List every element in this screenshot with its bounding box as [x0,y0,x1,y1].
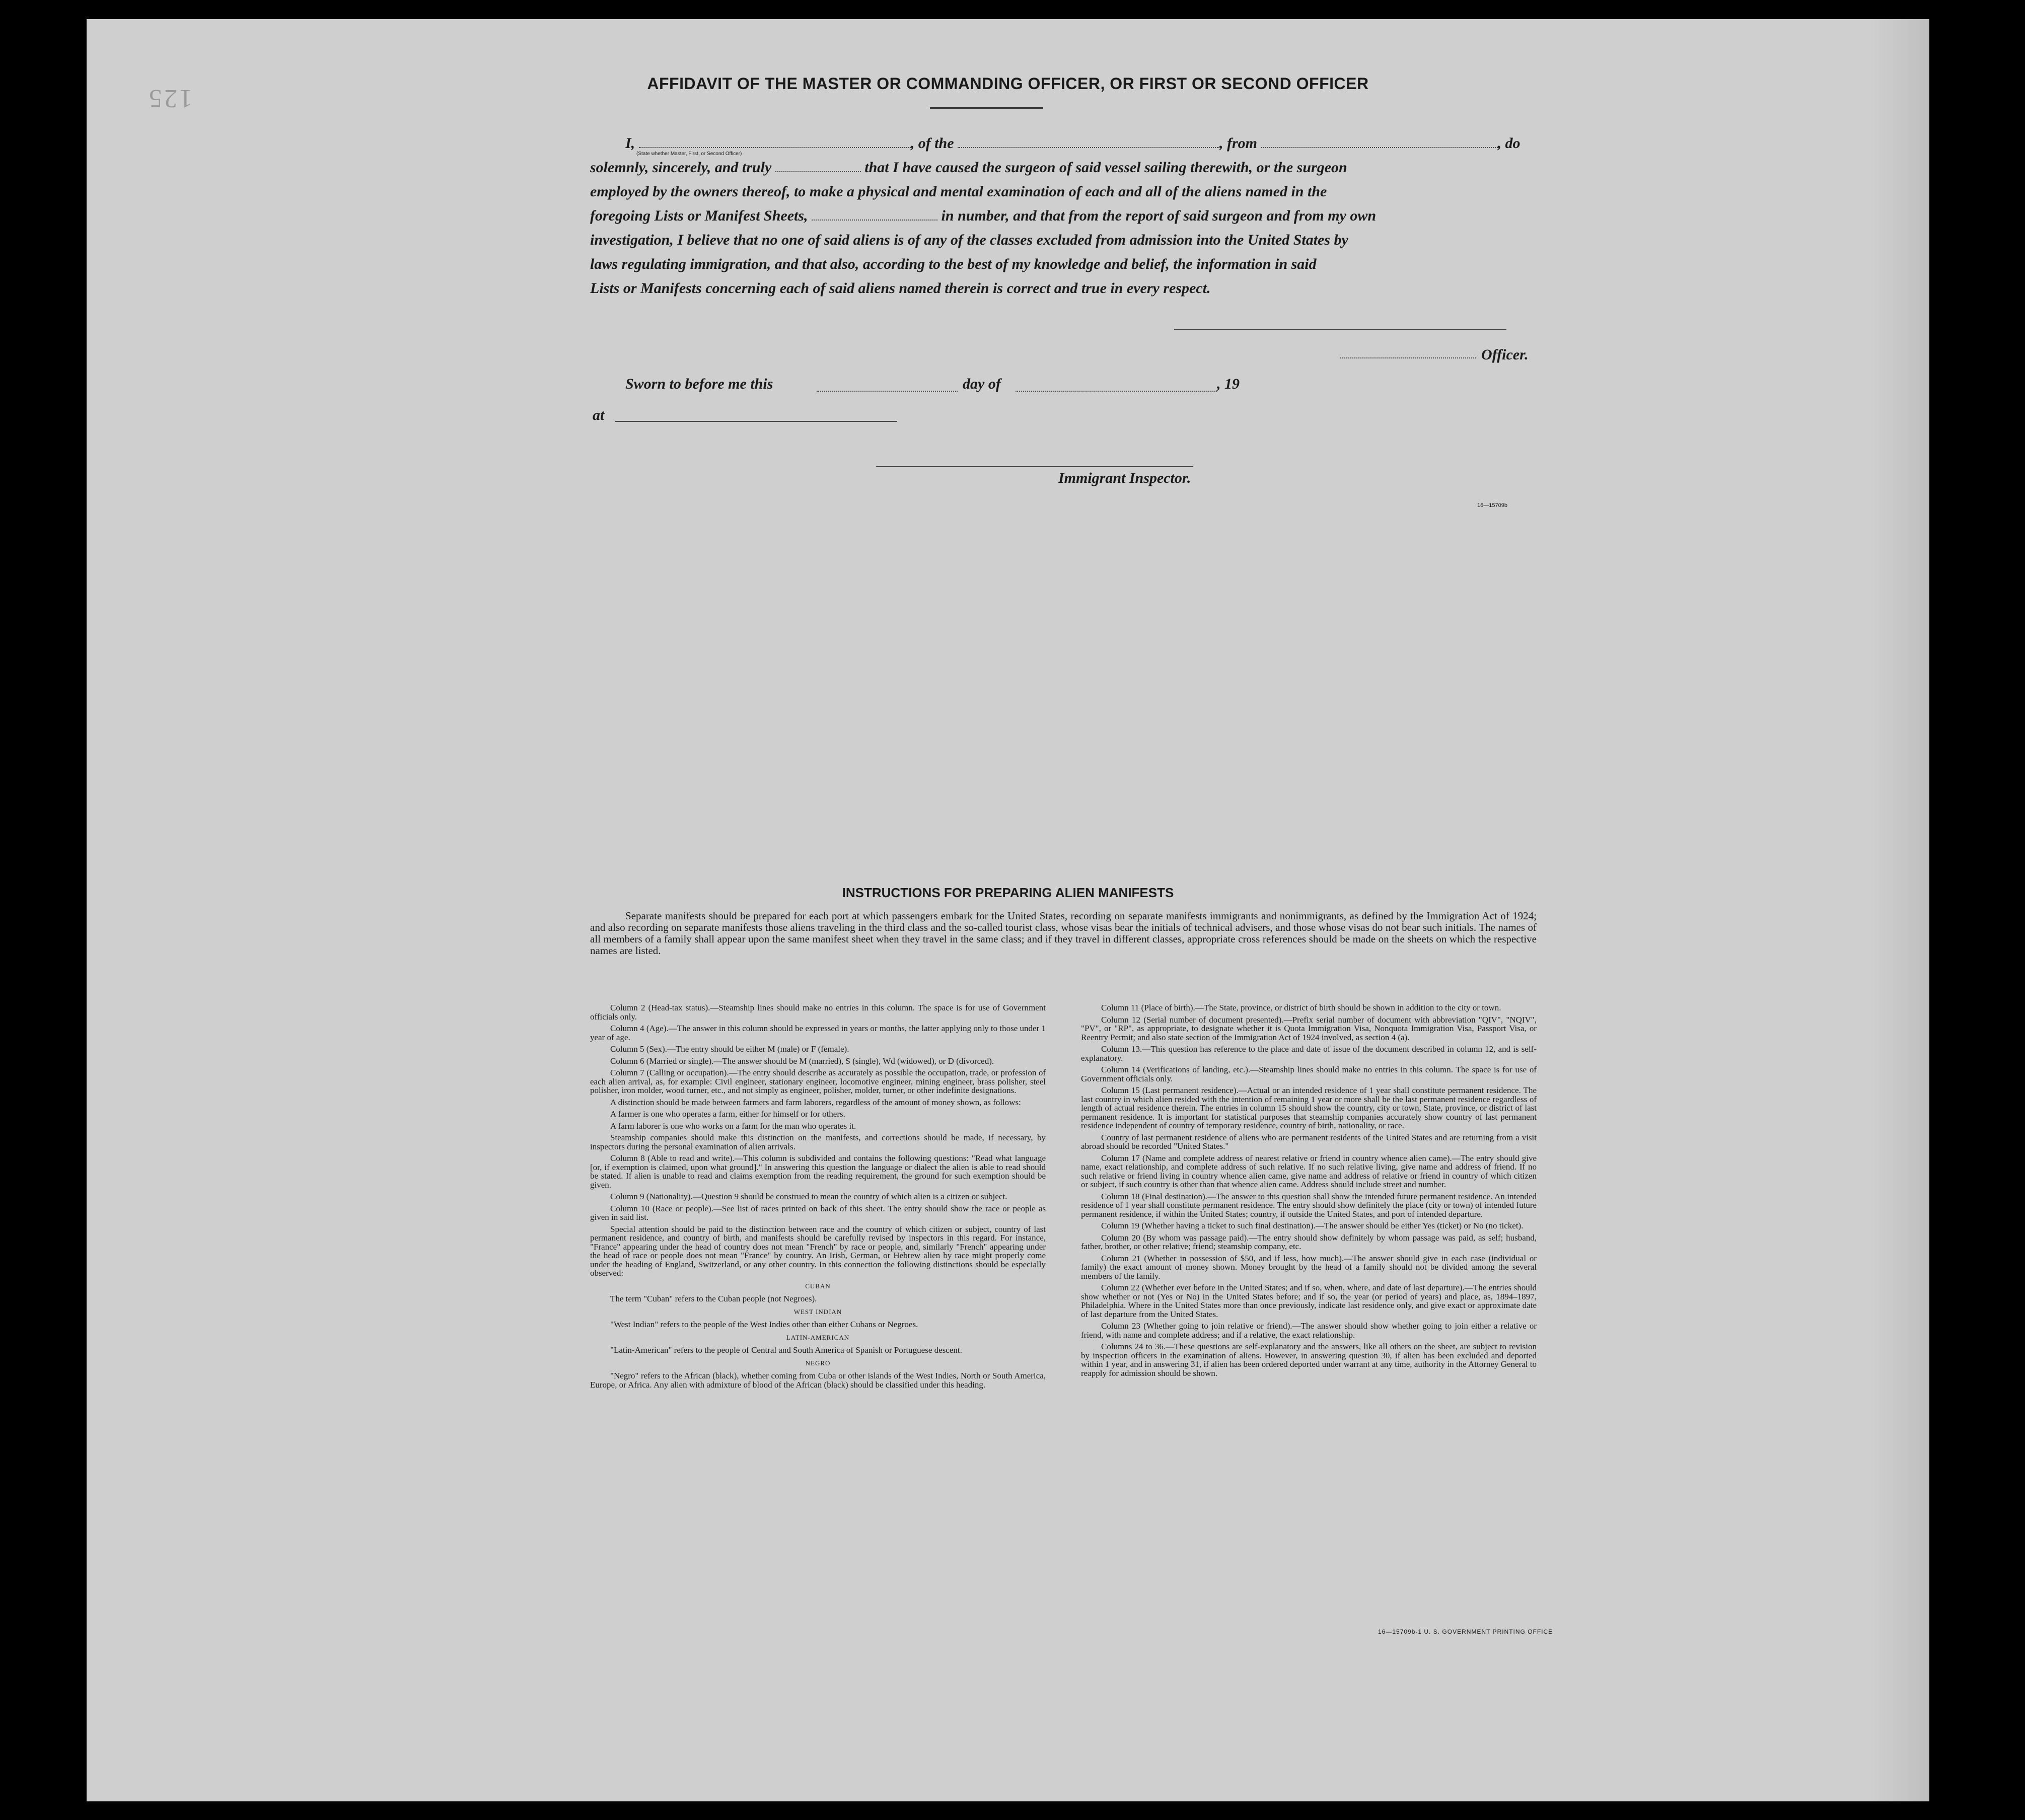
instruction-paragraph: Column 22 (Whether ever before in the United States; and if so, when, where, and date of last departure).—The entries should show whether or not (Yes or No) in the United States before; and if so, the year (or period of years) and place, as, 1894–1897, Philadelphia. Where in the United States more than once previously, indicate last residence only, and give exact or approximate date of last departure from the United States. [1081,1283,1537,1319]
instruction-paragraph: Column 10 (Race or people).—See list of races printed on back of this sheet. The entry should show the race or people as given in said list. [590,1203,1046,1222]
instruction-paragraph: Column 5 (Sex).—The entry should be either M (male) or F (female). [610,1044,849,1054]
heading-west-indian: WEST INDIAN [793,1307,842,1316]
instruction-paragraph: Column 21 (Whether in possession of $50, and if less, how much).—The answer should give in each case (individual or family) the exact amount of money shown. Money brought by the head of a family should not be divided among the several members of the family. [1081,1253,1537,1281]
instructions-right-column [1081,1003,1537,1380]
officer-name-line[interactable] [1340,356,1476,358]
affidavit-body [590,131,1537,301]
punch-hole [1955,1200,1979,1224]
at-label: at [593,407,605,423]
form-code: 16—15709b [1477,502,1507,508]
instruction-paragraph: Column 13.—This question has reference to the place and date of issue of the document described in column 12, and is self-explanatory. [1081,1044,1537,1063]
instruction-paragraph: Column 19 (Whether having a ticket to such final destination).—The answer should be either Yes (ticket) or No (no ticket). [1101,1221,1524,1230]
officer-label: Officer. [1481,346,1529,363]
instruction-paragraph: Columns 24 to 36.—These questions are self-explanatory and the answers, like all others on the sheet, are subject to revision by inspection officers in the examination of aliens. However, in answering question 30, if alien has been excluded and deported within 1 year, and in answering 31, if alien has been ordered deported under warrant at any time, authority in the Attorney General to reapply for admission should be shown. [1081,1342,1537,1378]
document-page [87,19,1929,1801]
text-latin-american: "Latin-American" refers to the people of Central and South America of Spanish or Portuguese descent. [610,1345,962,1355]
affidavit-line-7: Lists or Manifests concerning each of said aliens named therein is correct and true in every respect. [590,280,1211,297]
text-in-number: in number, and that from the report of said surgeon and from my own [941,207,1377,224]
text-foregoing: foregoing Lists or Manifest Sheets, [590,207,808,224]
instructions-left-column [590,1003,1046,1392]
affidavit-line-4 [590,204,1537,228]
heading-cuban: CUBAN [805,1282,831,1290]
punch-hole [1955,1446,1979,1471]
text-of-the: , of the [910,135,954,152]
title-underline [930,107,1043,109]
instruction-paragraph: Column 17 (Name and complete address of nearest relative or friend in country whence alien came).—The entry should give name, exact relationship, and complete address of such relative. If no such relative living, give name and address of friend. If no such relative or friend living in country whence alien came, give name and address of relative or friend in country of which citizen or subject, if such country is other than that whence alien came. Address should include street and number. [1081,1153,1537,1189]
oath-field[interactable] [775,160,861,172]
inspector-label: Immigrant Inspector. [1058,470,1191,486]
sworn-text: Sworn to before me this [625,376,773,392]
sworn-month-field[interactable] [1016,390,1217,392]
affidavit-title: AFFIDAVIT OF THE MASTER OR COMMANDING OFFICER, OR FIRST OR SECOND OFFICER [647,75,1369,93]
sworn-day-field[interactable] [817,390,958,392]
instruction-paragraph: Column 20 (By whom was passage paid).—The entry should show definitely by whom passage was paid, as self; husband, father, brother, or other relative; friend; steamship company, etc. [1081,1232,1537,1251]
vessel-field[interactable] [958,136,1219,148]
heading-negro: NEGRO [805,1359,831,1367]
officer-rank-hint: (State whether Master, First, or Second Officer) [636,151,742,157]
instruction-paragraph: Column 14 (Verifications of landing, etc.).—Steamship lines should make no entries in this column. The space is for use of Government officials only. [1081,1065,1537,1083]
instruction-paragraph: Column 4 (Age).—The answer in this column should be expressed in years or months, the latter applying only to those under 1 year of age. [590,1024,1046,1042]
page-number-stamp: 125 [147,84,192,113]
instruction-paragraph: Column 9 (Nationality).—Question 9 should be construed to mean the country of which alien is a citizen or subject. [610,1192,1007,1201]
punch-hole [1955,1117,1979,1141]
instruction-paragraph: Column 6 (Married or single).—The answer should be M (married), S (single), Wd (widowed), or D (divorced). [610,1056,994,1066]
officer-title-field[interactable] [639,136,911,148]
place-field[interactable] [615,421,897,422]
instruction-paragraph: A farm laborer is one who works on a farm for the man who operates it. [610,1121,856,1131]
punch-hole [1955,1530,1979,1554]
instruction-paragraph: Column 23 (Whether going to join relative or friend).—The answer should show whether going to join either a relative or friend, with name and complete address; and if a relative, the exact relationship. [1081,1321,1537,1340]
text-west-indian: "West Indian" refers to the people of the West Indies other than either Cubans or Negroes. [610,1320,918,1329]
instruction-paragraph: Column 2 (Head-tax status).—Steamship lines should make no entries in this column. The space is for use of Government officials only. [590,1003,1046,1022]
instruction-paragraph: A distinction should be made between farmers and farm laborers, regardless of the amount of money shown, as follows: [610,1097,1021,1107]
instruction-paragraph: Column 7 (Calling or occupation).—The entry should describe as accurately as possible the occupation, trade, or profession of each alien arrival, as, for example: Civil engineer, stationary engineer, locomotive engineer, mining engineer, brass polisher, steel polisher, iron molder, wood turner, etc., and not simply as engineer, polisher, molder, turner, or other indefinite designations. [590,1068,1046,1095]
instruction-paragraph: Column 8 (Able to read and write).—This column is subdivided and contains the following questions: "Read what language [or, if exemption is claimed, upon what ground]." In answering this question the language or dialect the alien is able to read should be stated. If alien is unable to read and claims exemption from the reading requirement, the ground for such exemption should be given. [590,1153,1046,1190]
year-text: , 19 [1217,376,1240,392]
instruction-paragraph: Column 11 (Place of birth).—The State, province, or district of birth should be shown in addition to the city or town. [1101,1003,1501,1012]
affidavit-line-2 [590,156,1537,180]
affidavit-line-5: investigation, I believe that no one of said aliens is of any of the classes excluded from admission into the United States by [590,232,1348,248]
text-from: , from [1219,135,1258,152]
instruction-paragraph: Special attention should be paid to the distinction between race and the country of which citizen or subject, country of last permanent residence, and country of birth, and manifests should be carefully revised by inspectors in this regard. For instance, "France" appearing under the head of country does not mean "French" by race or people, and, similarly "French" appearing under the head of race or people does not mean "France" by country. An Irish, German, or Hebrew alien by race might properly come under the heading of England, Switzerland, or any other country. In this connection the following distinctions should be especially observed: [590,1224,1046,1278]
text-solemnly: solemnly, sincerely, and truly [590,159,772,176]
text-i: I, [625,135,635,152]
sheet-count-field[interactable] [812,208,937,221]
instructions-title: INSTRUCTIONS FOR PREPARING ALIEN MANIFESTS [842,885,1174,900]
day-of-text: day of [963,376,1001,392]
punch-hole [1955,565,1979,590]
instruction-paragraph: Column 12 (Serial number of document presented).—Prefix serial number of document with abbreviation "QIV", "NQIV", "PV", or "RP", as appropriate, to designate whether it is Quota Immigration Visa, Nonquota Immigration Visa, Passport Visa, or Reentry Permit; and also state section of the Immigration Act of 1924 involved, as section 4 (a). [1081,1014,1537,1042]
text-cuban: The term "Cuban" refers to the Cuban people (not Negroes). [610,1294,817,1303]
text-do: , do [1497,135,1521,152]
port-from-field[interactable] [1261,136,1498,148]
printing-office-code: 16—15709b-1 U. S. GOVERNMENT PRINTING OFFICE [1378,1628,1553,1635]
heading-latin-american: LATIN-AMERICAN [786,1333,850,1341]
affidavit-line-3: employed by the owners thereof, to make a physical and mental examination of each and all of the aliens named in the [590,183,1327,200]
text-surgeon: that I have caused the surgeon of said vessel sailing therewith, or the surgeon [864,159,1347,176]
punch-hole [1955,231,1979,255]
officer-signature-line[interactable] [1174,329,1506,330]
instruction-paragraph: Column 15 (Last permanent residence).—Actual or an intended residence of 1 year shall constitute permanent residence. The last country in which alien resided with the intention of remaining 1 year or more shall be the last permanent residence regardless of length of actual residence therein. The entries in column 15 should show the country, city or town, State, province, or district of last permanent residence. It is important for statistical purposes that steamship companies accurately show country of last permanent residence independent of country of temporary residence, country of birth, nationality, or race. [1081,1085,1537,1130]
instruction-paragraph: Country of last permanent residence of aliens who are permanent residents of the United States and are returning from a visit abroad should be recorded "United States." [1081,1132,1537,1151]
punch-hole [1955,646,1979,670]
instruction-paragraph: A farmer is one who operates a farm, either for himself or for others. [610,1109,845,1119]
inspector-signature-line[interactable] [876,466,1193,467]
text-negro: "Negro" refers to the African (black), whether coming from Cuba or other islands of the West Indies, North or South America, Europe, or Africa. Any alien with admixture of blood of the African (black) should be classified under this heading. [590,1371,1046,1390]
page-shadow [1869,19,1929,1801]
affidavit-line-6: laws regulating immigration, and that also, according to the best of my knowledge and belief, the information in said [590,256,1317,272]
instruction-paragraph: Column 18 (Final destination).—The answer to this question shall show the intended future permanent residence. An intended residence of 1 year shall constitute permanent residence. The entry should show definitely the place (city or town) of intended future permanent residence, if within the United States; country, if outside the United States, and port of intended departure. [1081,1191,1537,1219]
instruction-paragraph: Steamship companies should make this distinction on the manifests, and corrections should be made, if necessary, by inspectors during the personal examination of alien arrivals. [590,1133,1046,1151]
instructions-intro: Separate manifests should be prepared for each port at which passengers embark for the United States, recording on separate manifests immigrants and nonimmigrants, as defined by the Immigration Act of 1924; and also recording on separate manifests those aliens traveling in the third class and the so-called tourist class, whose visas bear the initials of technical advisers, and those whose visas do not bear such initials. The names of all members of a family shall appear upon the same manifest sheet when they travel in the same class; and if they travel in different classes, appropriate cross references should be made on the sheets on which the respective names are listed. [590,910,1537,957]
